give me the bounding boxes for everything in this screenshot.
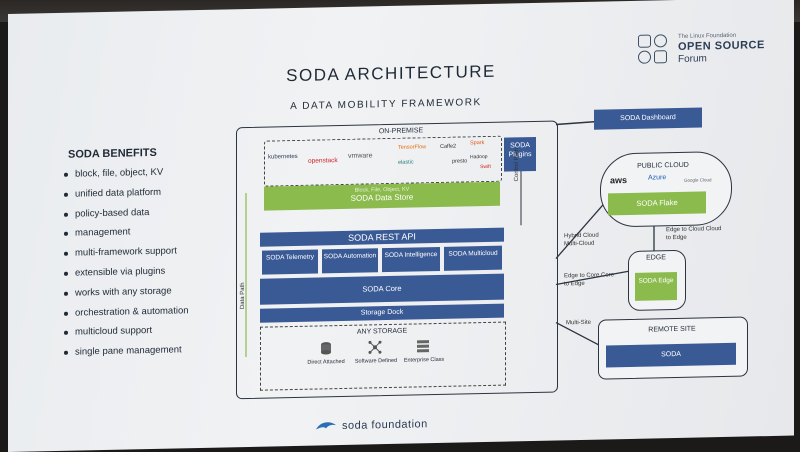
remote-site-label: REMOTE SITE [648, 325, 696, 334]
control-path-label: Control Path [514, 147, 520, 182]
multi-site-label: Multi-Site [566, 319, 592, 327]
benefit-item: works with any storage [62, 280, 232, 303]
slide-title: SODA ARCHITECTURE [286, 61, 496, 86]
lf-small-text: The Linux Foundation [678, 32, 737, 40]
soda-data-store [264, 182, 500, 211]
soda-flake: SODA Flake [608, 191, 706, 215]
any-storage-label: ANY STORAGE [356, 327, 408, 336]
logo-swift: Swift [480, 163, 491, 171]
benefit-item: unified data platform [62, 181, 232, 204]
benefit-item-cont: management [62, 221, 232, 244]
soda-dashboard: SODA Dashboard [594, 107, 702, 129]
enterprise-class-label: Enterprise Class [403, 356, 445, 364]
soda-automation: SODA Automation [322, 248, 378, 273]
data-store-small: Block, File, Object, KV [354, 186, 410, 194]
projection-screen [8, 0, 794, 452]
benefit-item: multi-framework support [62, 240, 232, 263]
azure-logo: Azure [648, 174, 667, 182]
google-cloud-logo: Google Cloud [684, 177, 712, 183]
soda-telemetry: SODA Telemetry [262, 250, 318, 275]
server-rack-icon [416, 339, 430, 353]
direct-attached-label: Direct Attached [307, 358, 345, 366]
logo-hadoop: Hadoop [470, 153, 488, 161]
dolphin-logo-icon [314, 419, 338, 434]
logo-kubernetes: kubernetes [268, 153, 298, 161]
logo-elastic: elastic [398, 159, 414, 166]
data-store-label: SODA Data Store [350, 192, 414, 203]
lf-open-source: OPEN SOURCE [678, 39, 765, 53]
aws-logo: aws [610, 175, 628, 186]
lf-forum: Forum [678, 53, 707, 65]
soda-remote: SODA [606, 343, 736, 368]
soda-multicloud: SODA Multicloud [444, 246, 502, 271]
logo-vmware: vmware [348, 152, 373, 160]
benefit-item: multicloud support [62, 320, 232, 343]
network-icon [368, 340, 382, 354]
logo-presto: presto [452, 158, 468, 165]
cylinder-icon [320, 341, 332, 355]
public-cloud-label: PUBLIC CLOUD [637, 161, 689, 170]
data-path-label: Data Path [240, 282, 246, 310]
storage-dock: Storage Dock [260, 304, 504, 323]
soda-foundation-footer: soda foundation [342, 418, 428, 433]
logo-openstack: openstack [308, 157, 338, 165]
logo-caffe2: Caffe2 [440, 143, 457, 150]
logo-spark: Spark [470, 140, 485, 147]
edge-label: EDGE [646, 254, 666, 262]
edge-to-cloud-label: Edge to Cloud Cloud to Edge [666, 226, 722, 242]
logo-tensorflow: TensorFlow [398, 144, 427, 151]
slide-subtitle: A DATA MOBILITY FRAMEWORK [290, 97, 482, 113]
benefits-heading: SODA BENEFITS [68, 146, 157, 161]
hybrid-cloud-label: Hybrid Cloud Multi-Cloud [564, 232, 599, 248]
benefit-item: block, file, object, KV [62, 161, 232, 184]
benefit-item: single pane management [62, 339, 232, 362]
soda-rest-api: SODA REST API [260, 228, 504, 247]
soda-intelligence: SODA Intelligence [382, 247, 440, 272]
benefit-item: orchestration & automation [62, 300, 232, 323]
benefit-item: extensible via plugins [62, 260, 232, 283]
on-premise-label: ON-PREMISE [378, 127, 424, 136]
soda-core: SODA Core [260, 274, 504, 305]
edge-to-core-label: Edge to Core Core to Edge [564, 272, 615, 288]
benefit-item: policy-based data [62, 201, 232, 224]
soda-edge: SODA Edge [635, 272, 677, 301]
software-defined-label: Software Defined [354, 357, 398, 365]
soda-plugins-box: SODA Plugins [504, 137, 536, 172]
